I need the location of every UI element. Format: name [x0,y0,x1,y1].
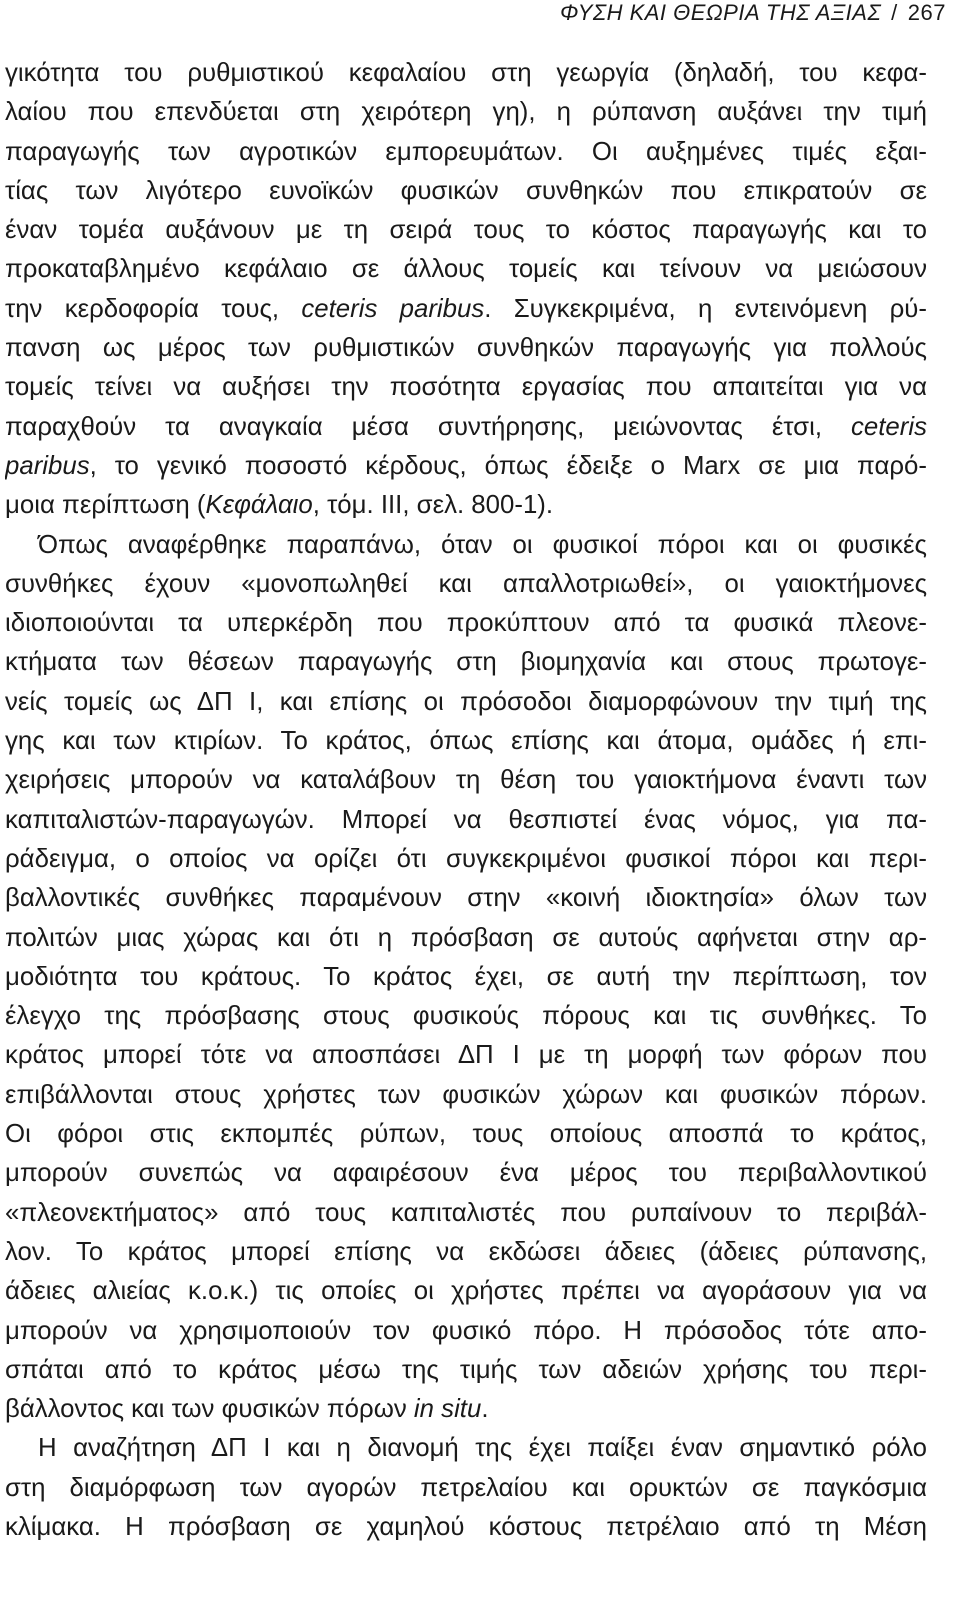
text-line [5,93,927,132]
text-line [5,486,927,525]
text-run: σπάται από το κράτος μέσω της τιμής των αδειών χρήσης του περι- [5,1355,927,1384]
text-run: . Συγκεκριμένα, η εντεινόμενη ρύ- [484,294,927,323]
text-run: επιβάλλονται στους χρήστες των φυσικών χώρων και φυσικών πόρων. [5,1080,927,1109]
text-run: πανση ως μέρος των ρυθμιστικών συνθηκών παραγωγής για πολλούς [5,334,927,363]
text-line [5,1115,927,1154]
text-run: μπορούν συνεπώς να αφαιρέσουν ένα μέρος του περιβαλλοντικού [5,1159,927,1188]
text-line [5,1194,927,1233]
text-run: βαλλοντικές συνθήκες παραμένουν στην «κοινή ιδιοκτησία» όλων των [5,884,927,913]
text-run: Όπως αναφέρθηκε παραπάνω, όταν οι φυσικοί πόροι και οι φυσικές [38,530,927,559]
text-run: ιδιοποιούνται τα υπερκέρδη που προκύπτουν από τα φυσικά πλεονε- [5,609,927,638]
text-run: συνθήκες έχουν «μονοπωληθεί και απαλλοτριωθεί», οι γαιοκτήμονες [5,569,927,598]
text-line [5,1469,927,1508]
text-run: τίας των λιγότερο ευνοϊκών φυσικών συνθηκών που επικρατούν σε [5,176,927,205]
text-line [5,408,927,447]
text-line [5,761,927,800]
text-line [5,54,927,93]
italic-text: ceteris [851,412,927,441]
text-line [5,172,927,211]
text-line [5,604,927,643]
text-run: παραχθούν τα αναγκαία μέσα συντήρησης, μειώνοντας έτσι, [5,412,852,441]
text-line [5,1351,927,1390]
text-run: κλίμακα. Η πρόσβαση σε χαμηλού κόστους πετρέλαιο από τη Μέση [5,1512,927,1541]
text-line [5,1272,927,1311]
text-line [5,1508,927,1547]
text-line [5,1390,927,1429]
text-line [5,447,927,486]
text-line [5,683,927,722]
text-line [5,526,927,565]
text-line [5,879,927,918]
text-run: λαίου που επενδύεται στη χειρότερη γη), η ρύπανση αυξάνει την τιμή [5,98,927,127]
text-run: κράτος μπορεί τότε να αποσπάσει ΔΠ Ι με τη μορφή των φόρων που [5,1041,927,1070]
text-run: , το γενικό ποσοστό κέρδους, όπως έδειξε ο Marx σε μια παρό- [89,451,927,480]
running-title: ΦΥΣΗ ΚΑΙ ΘΕΩΡΙΑ ΤΗΣ ΑΞΙΑΣ [559,0,882,25]
text-run: «πλεονεκτήματος» από τους καπιταλιστές που ρυπαίνουν το περιβάλ- [5,1198,927,1227]
text-run: Η αναζήτηση ΔΠ Ι και η διανομή της έχει παίξει έναν σημαντικό ρόλο [38,1434,927,1463]
text-run: προκαταβλημένο κεφάλαιο σε άλλους τομείς και τείνουν να μειώσουν [5,255,927,284]
text-line [5,133,927,172]
text-run: λον. Το κράτος μπορεί επίσης να εκδώσει άδειες (άδειες ρύπανσης, [5,1237,927,1266]
running-header [0,0,946,30]
text-line [5,643,927,682]
text-line [5,722,927,761]
text-line [5,1154,927,1193]
text-run: Οι φόροι στις εκπομπές ρύπων, τους οποίους αποσπά το κράτος, [5,1120,927,1149]
text-run: στη διαμόρφωση των αγορών πετρελαίου και ορυκτών σε παγκόσμια [5,1473,927,1502]
text-run: καπιταλιστών-παραγωγών. Μπορεί να θεσπιστεί ένας νόμος, για πα- [5,805,927,834]
text-run: , τόμ. III, σελ. 800-1). [312,491,554,520]
text-run: μοια περίπτωση ( [5,491,206,520]
text-line [5,565,927,604]
text-line [5,958,927,997]
text-line [5,250,927,289]
text-run: μοδιότητα του κράτους. Το κράτος έχει, σε αυτή την περίπτωση, τον [5,962,927,991]
text-line [5,1076,927,1115]
text-line [5,1036,927,1075]
text-run: χειρήσεις μπορούν να καταλάβουν τη θέση του γαιοκτήμονα έναντι των [5,766,927,795]
text-run: ράδειγμα, ο οποίος να ορίζει ότι συγκεκριμένοι φυσικοί πόροι και περι- [5,844,927,873]
text-line [5,1429,927,1468]
italic-text: paribus [5,451,90,480]
text-line [5,329,927,368]
text-run: . [481,1395,489,1424]
text-run: παραγωγής των αγροτικών εμπορευμάτων. Οι αυξημένες τιμές εξαι- [5,137,927,166]
text-line [5,368,927,407]
text-line [5,801,927,840]
text-line [5,840,927,879]
text-line [5,919,927,958]
text-run: άδειες αλιείας κ.ο.κ.) τις οποίες οι χρήστες πρέπει να αγοράσουν για να [5,1277,927,1306]
text-run: νείς τομείς ως ΔΠ Ι, και επίσης οι πρόσοδοι διαμορφώνουν την τιμή της [5,687,927,716]
text-run: κτήματα των θέσεων παραγωγής στη βιομηχανία και στους πρωτογε- [5,648,927,677]
header-separator: / [891,0,898,25]
text-line [5,1233,927,1272]
text-run: τομείς τείνει να αυξήσει την ποσότητα εργασίας που απαιτείται για να [5,373,927,402]
text-run: έναν τομέα αυξάνουν με τη σειρά τους το κόστος παραγωγής και το [5,216,927,245]
text-run: μπορούν να χρησιμοποιούν τον φυσικό πόρο. Η πρόσοδος τότε απο- [5,1316,927,1345]
body-text [5,54,927,1547]
text-run: την κερδοφορία τους, [5,294,302,323]
text-line [5,1312,927,1351]
text-line [5,290,927,329]
page-number: 267 [907,0,946,25]
text-line [5,211,927,250]
text-line [5,997,927,1036]
text-run: γικότητα του ρυθμιστικού κεφαλαίου στη γεωργία (δηλαδή, του κεφα- [5,59,927,87]
text-run: πολιτών μιας χώρας και ότι η πρόσβαση σε αυτούς αφήνεται στην αρ- [5,923,927,952]
italic-text: in situ [413,1395,482,1424]
text-run: έλεγχο της πρόσβασης στους φυσικούς πόρους και τις συνθήκες. Το [5,1002,927,1031]
italic-text: Κεφάλαιο [205,491,313,520]
text-run: βάλλοντος και των φυσικών πόρων [5,1395,414,1424]
italic-text: ceteris paribus [301,294,485,323]
text-run: γης και των κτιρίων. Το κράτος, όπως επίσης και άτομα, ομάδες ή επι- [5,727,927,756]
